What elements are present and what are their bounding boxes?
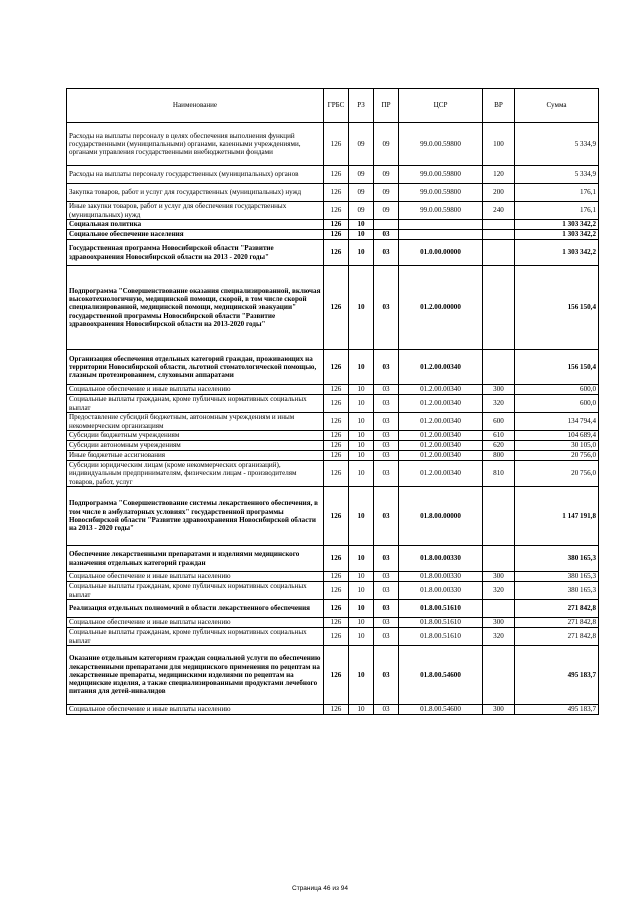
cell-name: Иные закупки товаров, работ и услуг для обеспечения государственных (муниципальных) нужд — [67, 202, 324, 220]
cell-csr — [399, 230, 483, 240]
cell-csr: 01.2.00.00340 — [399, 441, 483, 451]
cell-vr: 810 — [483, 461, 515, 487]
cell-rz: 10 — [349, 350, 374, 385]
cell-grbs: 126 — [324, 461, 349, 487]
cell-vr — [483, 487, 515, 546]
cell-name: Субсидии юридическим лицам (кроме некоммерческих организаций), индивидуальным предпринимателям, физическим лицам - производителям товаров, работ, услуг — [67, 461, 324, 487]
cell-name: Социальное обеспечение и иные выплаты населению — [67, 572, 324, 582]
cell-csr: 01.2.00.00340 — [399, 431, 483, 441]
cell-rz: 10 — [349, 230, 374, 240]
cell-grbs: 126 — [324, 395, 349, 413]
cell-name: Субсидии автономным учреждениям — [67, 441, 324, 451]
cell-sum: 1 303 342,2 — [515, 240, 599, 266]
cell-grbs: 126 — [324, 487, 349, 546]
cell-name: Социальное обеспечение и иные выплаты населению — [67, 618, 324, 628]
cell-grbs: 126 — [324, 350, 349, 385]
cell-sum: 176,1 — [515, 184, 599, 202]
cell-pr: 03 — [374, 618, 399, 628]
cell-grbs: 126 — [324, 220, 349, 230]
cell-grbs: 126 — [324, 431, 349, 441]
table-row — [67, 395, 599, 413]
cell-sum: 20 756,0 — [515, 451, 599, 461]
table-row — [67, 230, 599, 240]
cell-pr: 03 — [374, 350, 399, 385]
cell-vr: 610 — [483, 431, 515, 441]
cell-pr: 03 — [374, 240, 399, 266]
cell-grbs: 126 — [324, 385, 349, 395]
cell-vr — [483, 646, 515, 705]
table-header — [67, 89, 599, 123]
table-row — [67, 582, 599, 600]
table-row — [67, 646, 599, 705]
cell-sum: 5 334,9 — [515, 123, 599, 166]
cell-vr: 200 — [483, 184, 515, 202]
cell-name: Государственная программа Новосибирской области "Развитие здравоохранения Новосибирской области на 2013 - 2020 годы" — [67, 240, 324, 266]
cell-sum: 1 147 191,8 — [515, 487, 599, 546]
cell-sum: 380 165,3 — [515, 582, 599, 600]
cell-pr: 03 — [374, 230, 399, 240]
cell-name: Расходы на выплаты персоналу в целях обеспечения выполнения функций государственными (муниципальными) органами, казенными учреждениями, органами управления государственными внебюджетными фондами — [67, 123, 324, 166]
table-row — [67, 166, 599, 184]
cell-csr: 01.2.00.00340 — [399, 461, 483, 487]
table-body — [67, 123, 599, 715]
cell-name: Социальные выплаты гражданам, кроме публичных нормативных социальных выплат — [67, 582, 324, 600]
cell-vr — [483, 546, 515, 572]
cell-sum: 176,1 — [515, 202, 599, 220]
cell-sum: 380 165,3 — [515, 546, 599, 572]
cell-rz: 10 — [349, 582, 374, 600]
cell-sum: 600,0 — [515, 385, 599, 395]
cell-rz: 10 — [349, 461, 374, 487]
cell-csr: 01.8.00.00330 — [399, 572, 483, 582]
cell-vr — [483, 350, 515, 385]
table-row — [67, 184, 599, 202]
cell-vr: 800 — [483, 451, 515, 461]
cell-sum: 271 842,8 — [515, 618, 599, 628]
cell-name: Организация обеспечения отдельных категорий граждан, проживающих на территории Новосибирской области, льготной стоматологической помощью, глазным протезированием, слуховыми аппаратами — [67, 350, 324, 385]
header-pr: ПР — [374, 89, 399, 123]
cell-rz: 10 — [349, 572, 374, 582]
cell-pr: 03 — [374, 600, 399, 618]
cell-pr: 03 — [374, 628, 399, 646]
cell-sum: 495 183,7 — [515, 705, 599, 715]
table-row — [67, 385, 599, 395]
cell-csr — [399, 220, 483, 230]
cell-csr: 01.8.00.00000 — [399, 487, 483, 546]
cell-name: Социальные выплаты гражданам, кроме публичных нормативных социальных выплат — [67, 628, 324, 646]
cell-grbs: 126 — [324, 266, 349, 350]
table-row — [67, 451, 599, 461]
cell-name: Социальное обеспечение и иные выплаты населению — [67, 385, 324, 395]
cell-grbs: 126 — [324, 451, 349, 461]
cell-name: Социальные выплаты гражданам, кроме публичных нормативных социальных выплат — [67, 395, 324, 413]
cell-grbs: 126 — [324, 705, 349, 715]
cell-name: Предоставление субсидий бюджетным, автономным учреждениям и иным некоммерческим организациям — [67, 413, 324, 431]
cell-rz: 09 — [349, 202, 374, 220]
cell-name: Закупка товаров, работ и услуг для государственных (муниципальных) нужд — [67, 184, 324, 202]
cell-rz: 10 — [349, 600, 374, 618]
cell-pr: 03 — [374, 546, 399, 572]
cell-name: Реализация отдельных полномочий в области лекарственного обеспечения — [67, 600, 324, 618]
cell-sum: 156 150,4 — [515, 350, 599, 385]
cell-pr: 09 — [374, 123, 399, 166]
table-row — [67, 413, 599, 431]
cell-rz: 10 — [349, 646, 374, 705]
cell-vr: 320 — [483, 628, 515, 646]
cell-vr: 300 — [483, 385, 515, 395]
page-number: Страница 46 из 94 — [292, 885, 348, 892]
cell-name: Иные бюджетные ассигнования — [67, 451, 324, 461]
cell-vr: 300 — [483, 705, 515, 715]
cell-csr: 99.0.00.59800 — [399, 184, 483, 202]
cell-pr: 03 — [374, 487, 399, 546]
cell-sum: 271 842,8 — [515, 600, 599, 618]
cell-sum: 104 689,4 — [515, 431, 599, 441]
cell-vr: 240 — [483, 202, 515, 220]
cell-csr: 99.0.00.59800 — [399, 166, 483, 184]
cell-sum: 271 842,8 — [515, 628, 599, 646]
cell-rz: 10 — [349, 395, 374, 413]
cell-grbs: 126 — [324, 413, 349, 431]
cell-grbs: 126 — [324, 230, 349, 240]
table-row — [67, 202, 599, 220]
cell-rz: 10 — [349, 705, 374, 715]
table-row — [67, 220, 599, 230]
table-row — [67, 546, 599, 572]
cell-pr: 09 — [374, 184, 399, 202]
cell-vr — [483, 266, 515, 350]
cell-sum: 20 756,0 — [515, 461, 599, 487]
cell-pr: 03 — [374, 705, 399, 715]
cell-grbs: 126 — [324, 546, 349, 572]
table-row — [67, 618, 599, 628]
table-row — [67, 628, 599, 646]
cell-name: Субсидии бюджетным учреждениям — [67, 431, 324, 441]
cell-pr: 03 — [374, 413, 399, 431]
cell-sum: 1 303 342,2 — [515, 220, 599, 230]
cell-csr: 01.8.00.00330 — [399, 582, 483, 600]
cell-vr: 100 — [483, 123, 515, 166]
cell-csr: 01.8.00.00330 — [399, 546, 483, 572]
cell-csr: 99.0.00.59800 — [399, 123, 483, 166]
cell-pr: 03 — [374, 646, 399, 705]
cell-pr: 03 — [374, 395, 399, 413]
header-rz: РЗ — [349, 89, 374, 123]
budget-table — [66, 88, 599, 715]
cell-grbs: 126 — [324, 572, 349, 582]
cell-grbs: 126 — [324, 123, 349, 166]
table-row — [67, 431, 599, 441]
cell-sum: 5 334,9 — [515, 166, 599, 184]
cell-pr: 09 — [374, 166, 399, 184]
cell-rz: 09 — [349, 166, 374, 184]
cell-pr: 03 — [374, 431, 399, 441]
cell-rz: 10 — [349, 451, 374, 461]
cell-vr — [483, 240, 515, 266]
cell-sum: 600,0 — [515, 395, 599, 413]
cell-vr: 620 — [483, 441, 515, 451]
cell-rz: 10 — [349, 266, 374, 350]
table-row — [67, 705, 599, 715]
cell-vr — [483, 220, 515, 230]
cell-csr: 01.2.00.00340 — [399, 451, 483, 461]
table-row — [67, 600, 599, 618]
cell-csr: 01.2.00.00340 — [399, 385, 483, 395]
cell-sum: 380 165,3 — [515, 572, 599, 582]
header-csr: ЦСР — [399, 89, 483, 123]
cell-rz: 09 — [349, 123, 374, 166]
cell-grbs: 126 — [324, 202, 349, 220]
cell-csr: 01.2.00.00000 — [399, 266, 483, 350]
cell-pr: 03 — [374, 266, 399, 350]
cell-csr: 01.8.00.51610 — [399, 600, 483, 618]
table-row — [67, 461, 599, 487]
cell-name: Социальное обеспечение населения — [67, 230, 324, 240]
cell-vr: 300 — [483, 618, 515, 628]
cell-csr: 01.8.00.54600 — [399, 705, 483, 715]
cell-sum: 495 183,7 — [515, 646, 599, 705]
cell-csr: 01.2.00.00340 — [399, 395, 483, 413]
cell-grbs: 126 — [324, 646, 349, 705]
cell-csr: 01.8.00.54600 — [399, 646, 483, 705]
cell-grbs: 126 — [324, 441, 349, 451]
cell-name: Подпрограмма "Совершенствование системы лекарственного обеспечения, в том числе в амбулаторных условиях" государственной программы Новосибирской области "Развитие здравоохранения Новосибирской области на 2013 - 2020 годы" — [67, 487, 324, 546]
cell-sum: 30 105,0 — [515, 441, 599, 451]
table-row — [67, 240, 599, 266]
cell-grbs: 126 — [324, 240, 349, 266]
cell-rz: 10 — [349, 220, 374, 230]
cell-rz: 10 — [349, 431, 374, 441]
cell-rz: 10 — [349, 385, 374, 395]
cell-pr: 03 — [374, 385, 399, 395]
cell-csr: 01.8.00.51610 — [399, 628, 483, 646]
cell-grbs: 126 — [324, 166, 349, 184]
cell-vr: 320 — [483, 395, 515, 413]
cell-csr: 01.2.00.00340 — [399, 413, 483, 431]
cell-rz: 10 — [349, 546, 374, 572]
cell-rz: 10 — [349, 487, 374, 546]
header-vr: ВР — [483, 89, 515, 123]
cell-rz: 10 — [349, 618, 374, 628]
cell-vr: 320 — [483, 582, 515, 600]
cell-vr: 300 — [483, 572, 515, 582]
cell-vr — [483, 230, 515, 240]
table-row — [67, 487, 599, 546]
header-name: Наименование — [67, 89, 324, 123]
cell-rz: 10 — [349, 240, 374, 266]
cell-name: Оказание отдельным категориям граждан социальной услуги по обеспечению лекарственными препаратами для медицинского применения по рецептам на лекарственные препараты, медицинскими изделиями по рецептам на медицинские изделия, а также специализированными продуктами лечебного питания для детей-инвалидов — [67, 646, 324, 705]
cell-name: Социальная политика — [67, 220, 324, 230]
cell-rz: 10 — [349, 628, 374, 646]
header-grbs: ГРБС — [324, 89, 349, 123]
cell-name: Обеспечение лекарственными препаратами и изделиями медицинского назначения отдельных категорий граждан — [67, 546, 324, 572]
cell-pr: 03 — [374, 451, 399, 461]
cell-name: Расходы на выплаты персоналу государственных (муниципальных) органов — [67, 166, 324, 184]
table-row — [67, 441, 599, 451]
cell-rz: 10 — [349, 441, 374, 451]
cell-pr: 03 — [374, 441, 399, 451]
header-row — [67, 89, 599, 123]
cell-csr: 01.8.00.51610 — [399, 618, 483, 628]
cell-name: Социальное обеспечение и иные выплаты населению — [67, 705, 324, 715]
table-row — [67, 266, 599, 350]
cell-rz: 10 — [349, 413, 374, 431]
cell-pr: 09 — [374, 202, 399, 220]
cell-sum: 134 794,4 — [515, 413, 599, 431]
cell-grbs: 126 — [324, 628, 349, 646]
cell-vr: 120 — [483, 166, 515, 184]
cell-csr: 01.2.00.00340 — [399, 350, 483, 385]
header-sum: Сумма — [515, 89, 599, 123]
cell-pr: 03 — [374, 461, 399, 487]
cell-pr: 03 — [374, 572, 399, 582]
table-row — [67, 350, 599, 385]
cell-grbs: 126 — [324, 600, 349, 618]
cell-sum: 156 150,4 — [515, 266, 599, 350]
cell-grbs: 126 — [324, 582, 349, 600]
cell-pr: 03 — [374, 582, 399, 600]
cell-name: Подпрограмма "Совершенствование оказания специализированной, включая высокотехнологичную, медицинской помощи, скорой, в том числе скорой специализированной, медицинской помощи, медицинской эвакуации" государственной программы Новосибирской области "Развитие здравоохранения Новосибирской области на 2013-2020 годы" — [67, 266, 324, 350]
cell-rz: 09 — [349, 184, 374, 202]
table-row — [67, 572, 599, 582]
cell-csr: 01.0.00.00000 — [399, 240, 483, 266]
cell-pr — [374, 220, 399, 230]
cell-grbs: 126 — [324, 184, 349, 202]
table-row — [67, 123, 599, 166]
cell-csr: 99.0.00.59800 — [399, 202, 483, 220]
cell-grbs: 126 — [324, 618, 349, 628]
cell-vr: 600 — [483, 413, 515, 431]
cell-sum: 1 303 342,2 — [515, 230, 599, 240]
cell-vr — [483, 600, 515, 618]
